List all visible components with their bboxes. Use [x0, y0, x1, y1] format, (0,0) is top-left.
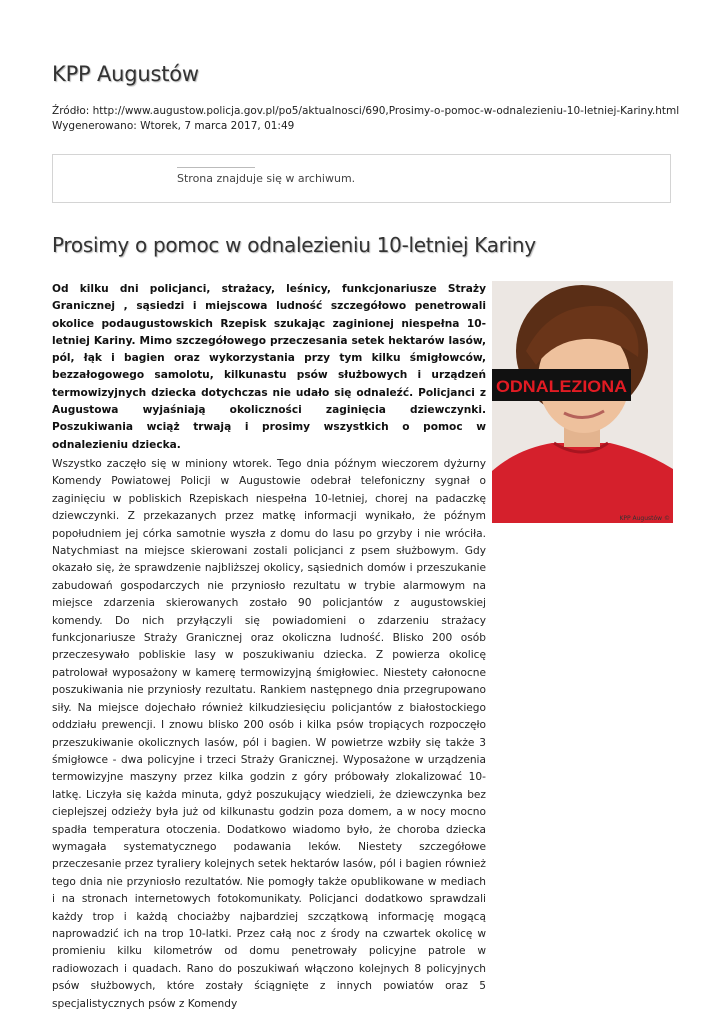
- archive-notice: [52, 154, 671, 203]
- found-stamp-text: ODNALEZIONA: [496, 377, 627, 396]
- document-meta: [52, 104, 692, 134]
- article-body: Wszystko zaczęło się w miniony wtorek. Tego dnia późnym wieczorem dyżurny Komendy Powiatowej Policji w Augustowie odebrał telefoniczny sygnał o zaginięciu w pobliskich Rzepiskach niespełna 10-letniej, chorej na padaczkę dziewczynki. Z przekazanych przez matkę informacji wynikało, że późnym popołudniem jej córka samotnie wyszła z domu do lasu po grzyby i nie wróciła. Natychmiast na miejsce skierowani zostali policjanci z psem służbowym. Gdy okazało się, że sprawdzenie najbliższej okolicy, sąsiednich domów i przeszukanie zabudowań gospodarczych nie przyniosło rezultatu w trybie alarmowym na miejsce zdarzenia skierowanych zostało 90 policjantów z augustowskiej komendy. Do nich przyłączyli się powiadomieni o zdarzeniu strażacy funkcjonariusze Straży Granicznej oraz okoliczna ludność. Blisko 200 osób przeczesywało pobliskie lasy w poszukiwaniu dziecka. Z powierza okolicę patrolował wyposażony w kamerę termowizyjną śmigłowiec. Niestety całonocne poszukiwania nie przyniosły rezultatu. Rankiem następnego dnia przegrupowano siły. Na miejsce dojechało również kilkudziesięciu policjantów z białostockiego oddziału prewencji. I znowu blisko 200 osób i kilka psów tropiących rozpoczęło przeszukiwanie okolicznych lasów, pól i bagien. W powietrze wzbiły się także 3 śmigłowce - dwa policyjne i trzeci Straży Granicznej. Wyposażone w urządzenia termowizyjne maszyny przez kilka godzin z góry próbowały zlokalizować 10-latkę. Liczyła się każda minuta, gdyż poszukujący wiedzieli, że dziewczynka bez cieplejszej odzieży była już od kilkunastu godzin poza domem, a w nocy mocno spadła temperatura otoczenia. Dodatkowo wiadomo było, że choroba dziecka wymagała systematycznego podawania leków. Niestety szczegółowe przeczesanie przez tyraliery kolejnych setek hektarów lasów, pól i bagien również tego dnia nie przyniosło rezultatów. Nie pomogły także opublikowane w mediach i na stronach internetowych fotokomunikaty. Policjanci dodatkowo sprawdzali każdy trop i każdą chociażby najbardziej szczątkową informację mogącą naprowadzić ich na trop 10-latki. Przez całą noc z środy na czwartek okolicę w promieniu kilku kilometrów od domu penetrowały policyjne patrole w radiowozach i quadach. Rano do poszukiwań włączono kolejnych 8 policyjnych psów służbowych, które zostały ściągnięte z innych powiatów oraz 5 specjalistycznych psów z Komendy: [52, 458, 486, 1010]
- site-title: KPP Augustów: [52, 62, 199, 86]
- archive-notice-text: Strona znajduje się w archiwum.: [177, 172, 356, 185]
- article-title: Prosimy o pomoc w odnalezieniu 10-letniej Kariny: [52, 233, 536, 257]
- article-lead: Od kilku dni policjanci, strażacy, leśnicy, funkcjonariusze Straży Granicznej , sąsiedzi i miejscowa ludność szczegółowo penetrowali okolice podaugustowskich Rzepisk szukając zaginionej niespełna 10-letniej Kariny. Mimo szczegółowego przeczesania setek hektarów lasów, pól, łąk i bagien oraz wykorzystania przy tym kilku śmigłowców, bezzałogowego samolotu, kilkunastu psów służbowych i urządzeń termowizyjnych dziecka dotychczas nie udało się odnaleźć. Policjanci z Augustowa wyjaśniają okoliczności zaginięcia dziewczynki. Poszukiwania wciąż trwają i prosimy wszystkich o pomoc w odnalezieniu dziecka.: [52, 283, 486, 451]
- generated-line: Wygenerowano: Wtorek, 7 marca 2017, 01:49: [52, 120, 295, 132]
- archive-divider: [177, 167, 255, 168]
- source-line: Źródło: http://www.augustow.policja.gov.pl/po5/aktualnosci/690,Prosimy-o-pomoc-w-odnalezieniu-10-letniej-Kariny.html: [52, 105, 680, 117]
- photo-watermark: KPP Augustów ©: [619, 515, 670, 522]
- found-stamp: [492, 369, 631, 401]
- girl-portrait-image: [492, 281, 673, 523]
- article-photo: [492, 281, 673, 523]
